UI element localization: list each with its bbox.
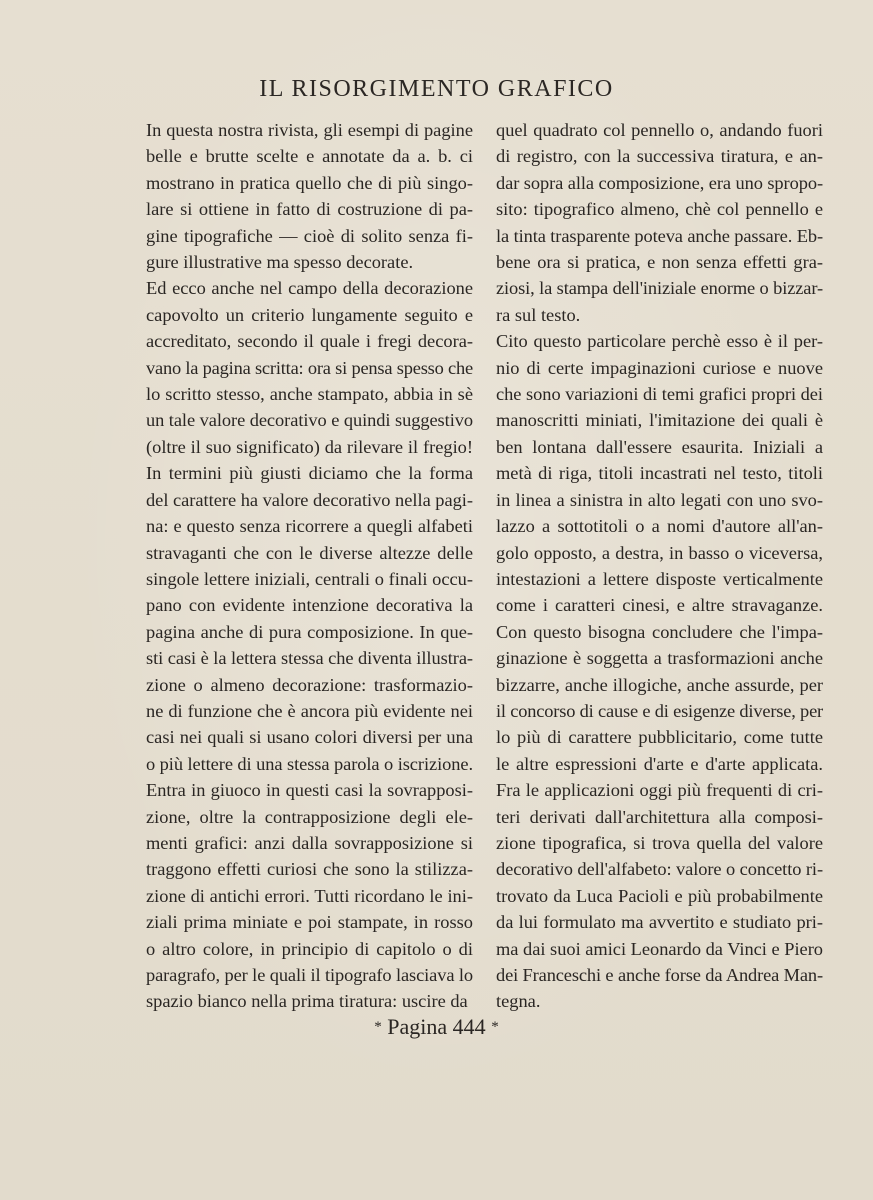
text-line: sito: tipografico almeno, chè col pennello e (496, 199, 823, 220)
text-line: ginazione è soggetta a trasformazioni anche (496, 648, 823, 669)
text-line: bene ora si pratica, e non senza effetti gra- (496, 252, 823, 273)
text-line: zione o almeno decorazione: trasformazio- (146, 674, 473, 695)
text-line: ziali prima miniate e poi stampate, in rosso (146, 912, 473, 933)
text-line: mostrano in pratica quello che di più singo- (146, 172, 473, 193)
text-line: gure illustrative ma spesso decorate. (146, 252, 414, 273)
text-line: singole lettere iniziali, centrali o finali occu- (146, 568, 473, 589)
text-line: spazio bianco nella prima tiratura: uscire da (146, 991, 468, 1012)
text-line: gine tipografiche — cioè di solito senza fi- (146, 225, 473, 246)
right-column-paragraph (496, 328, 823, 1015)
text-line: che sono variazioni di temi grafici propri dei (496, 384, 823, 405)
text-line: teri derivati dall'architettura alla composi- (496, 806, 823, 827)
text-line: casi nei quali si usano colori diversi per una (146, 727, 473, 748)
right-column-paragraph (496, 117, 823, 328)
text-line: menti grafici: anzi dalla sovrapposizione si (146, 832, 473, 853)
text-line: il concorso di cause e di esigenze diverse, per (496, 700, 823, 721)
text-line: sti casi è la lettera stessa che diventa illustra- (146, 648, 473, 669)
text-line: vano la pagina scritta: ora si pensa spesso che (146, 357, 473, 378)
text-line: lazzo a sottotitoli o a nomi d'autore all'an- (496, 516, 823, 537)
text-line: tegna. (496, 991, 541, 1012)
text-line: dar sopra alla composizione, era uno spropo- (496, 172, 823, 193)
text-line: lo scritto stesso, anche stampato, abbia in sè (146, 384, 473, 405)
right-column (496, 117, 823, 1015)
text-line: un tale valore decorativo e quindi suggestivo (146, 410, 473, 431)
text-line: golo opposto, a destra, in basso o viceversa, (496, 542, 823, 563)
running-head: IL RISORGIMENTO GRAFICO (259, 76, 614, 102)
text-line: del carattere ha valore decorativo nella pagi- (146, 489, 473, 510)
left-column-paragraph (146, 275, 473, 1014)
text-line: zione, oltre la contrapposizione degli ele- (146, 806, 473, 827)
text-line: o altro colore, in principio di capitolo o di (146, 938, 473, 959)
text-line: traggono effetti curiosi che sono la stilizza- (146, 859, 473, 880)
page-number (0, 1013, 873, 1041)
text-line: o più lettere di una stessa parola o iscrizione. (146, 753, 473, 774)
text-line: in linea a sinistra in alto legati con uno svo- (496, 489, 823, 510)
text-line: ma dai suoi amici Leonardo da Vinci e Piero (496, 938, 823, 959)
text-line: nio di certe impaginazioni curiose e nuove (496, 357, 823, 378)
text-line: (oltre il suo significato) da rilevare il fregio! (146, 436, 473, 457)
text-line: pano con evidente intenzione decorativa la (146, 595, 473, 616)
text-line: Ed ecco anche nel campo della decorazione (146, 278, 473, 299)
text-line: Con questo bisogna concludere che l'impa- (496, 621, 823, 642)
text-line: la tinta trasparente poteva anche passare. Eb- (496, 225, 823, 246)
text-line: accreditato, secondo il quale i fregi decora- (146, 331, 473, 352)
text-line: trovato da Luca Pacioli e più probabilmente (496, 885, 823, 906)
text-line: zione tipografica, si trova quella del valore (496, 832, 823, 853)
text-line: le altre espressioni d'arte e d'arte applicata. (496, 753, 823, 774)
text-line: metà di riga, titoli incastrati nel testo, titoli (496, 463, 823, 484)
text-line: lare si ottiene in fatto di costruzione di pa- (146, 199, 473, 220)
text-line: ra sul testo. (496, 304, 581, 325)
left-column (146, 117, 473, 1015)
text-line: zione di antichi errori. Tutti ricordano le ini- (146, 885, 473, 906)
text-line: capovolto un criterio lungamente seguito e (146, 304, 473, 325)
left-column-paragraph (146, 117, 473, 275)
text-line: quel quadrato col pennello o, andando fuori (496, 120, 823, 140)
folio-star-right: * (491, 1019, 499, 1035)
text-line: bizzarre, anche illogiche, anche assurde, per (496, 674, 823, 695)
text-line: In termini più giusti diciamo che la forma (146, 463, 473, 484)
text-line: dei Franceschi e anche forse da Andrea Man- (496, 965, 823, 985)
text-line: come i caratteri cinesi, e altre stravaganze. (496, 595, 823, 616)
text-line: ziosi, la stampa dell'iniziale enorme o bizzar- (496, 278, 823, 299)
text-line: In questa nostra rivista, gli esempi di pagine (146, 120, 473, 140)
text-line: manoscritti miniati, l'imitazione dei quali è (496, 410, 823, 431)
text-line: ne di funzione che è ancora più evidente nei (146, 700, 473, 721)
text-line: na: e questo senza ricorrere a quegli alfabeti (146, 516, 473, 537)
folio-star-left: * (374, 1019, 382, 1035)
text-line: belle e brutte scelte e annotate da a. b. ci (146, 146, 473, 167)
text-line: da lui formulato ma avvertito e studiato pri- (496, 912, 823, 933)
text-line: paragrafo, per le quali il tipografo lasciava lo (146, 965, 473, 985)
text-line: di registro, con la successiva tiratura, e an- (496, 146, 823, 167)
text-line: stravaganti che con le diverse altezze delle (146, 542, 473, 563)
text-line: decorativo dell'alfabeto: valore o concetto ri- (496, 859, 823, 880)
text-line: pagina anche di pura composizione. In que- (146, 621, 473, 642)
text-line: intestazioni a lettere disposte verticalmente (496, 568, 823, 589)
text-line: Cito questo particolare perchè esso è il per- (496, 331, 823, 352)
text-line: lo più di carattere pubblicitario, come tutte (496, 727, 823, 748)
text-line: Fra le applicazioni oggi più frequenti di cri- (496, 780, 823, 801)
text-line: ben lontana dall'essere esaurita. Iniziali a (496, 436, 823, 457)
folio-label: Pagina 444 (387, 1014, 486, 1039)
text-line: Entra in giuoco in questi casi la sovrapposi- (146, 780, 473, 801)
